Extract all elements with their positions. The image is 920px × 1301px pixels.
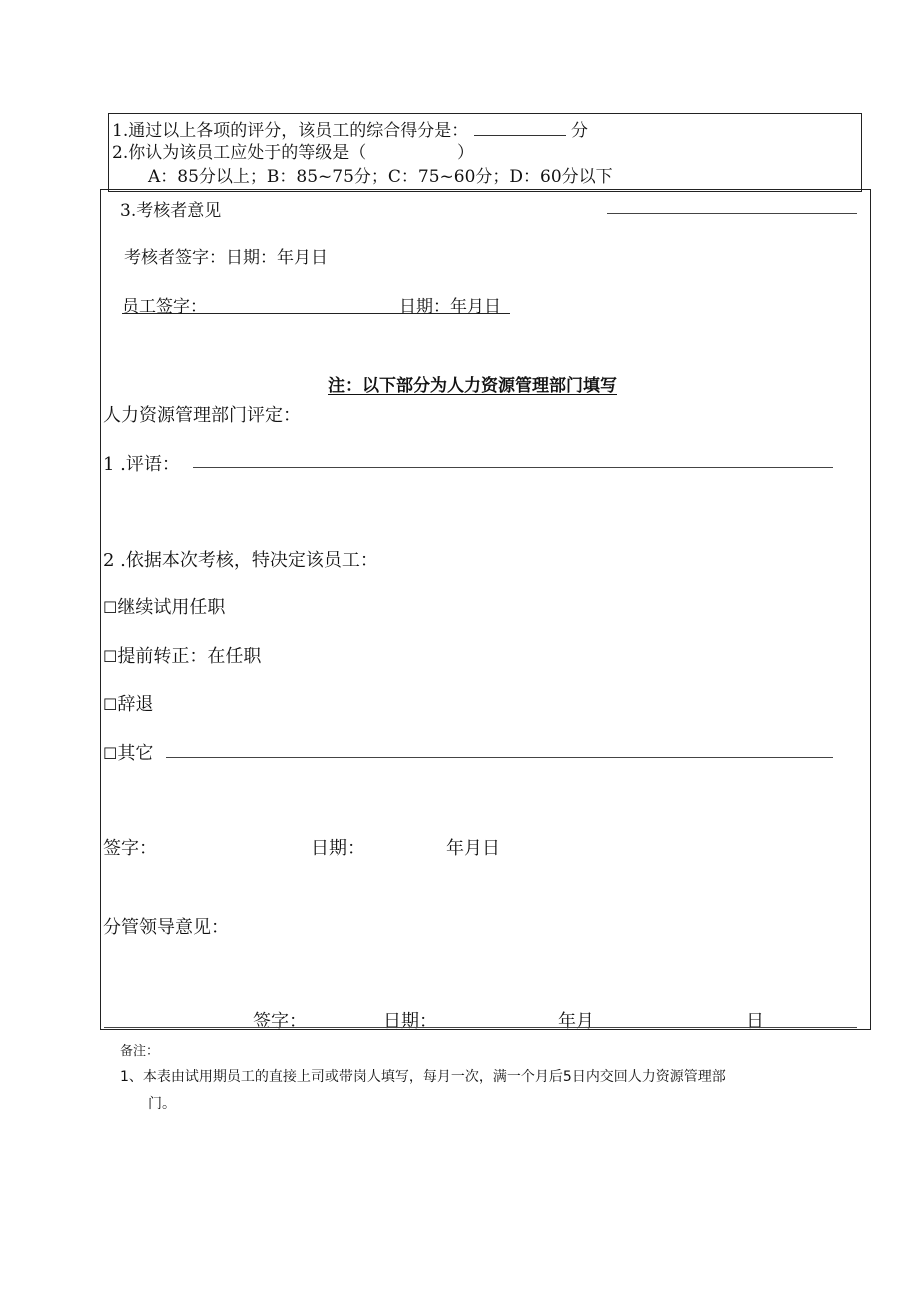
option-label: 继续试用任职 [117, 597, 226, 618]
score-question-label: 1.通过以上各项的评分，该员工的综合得分是： [112, 121, 469, 141]
grade-question-label: 2.你认为该员工应处于的等级是（ [112, 143, 367, 163]
leader-year-month: 年月 [558, 1011, 594, 1032]
hr-evaluation-label: 人力资源管理部门评定： [103, 405, 301, 426]
option-dismiss[interactable] [103, 690, 153, 716]
reviewer-opinion-label: 3.考核者意见 [120, 201, 222, 221]
grade-options: A：85分以上；B：85~75分；C：75~60分；D：60分以下 [148, 167, 613, 187]
score-unit: 分 [571, 121, 589, 141]
checkbox-icon[interactable]: ☐ [103, 598, 118, 617]
leader-sign-underline [104, 1027, 857, 1028]
remarks-title: 备注： [120, 1044, 160, 1059]
reviewer-opinion-line[interactable] [607, 213, 857, 214]
option-label: 辞退 [117, 694, 154, 715]
comment-label: 1 .评语： [103, 454, 180, 475]
hr-date-label: 日期： [311, 838, 365, 859]
leader-day: 日 [746, 1011, 764, 1032]
option-continue-probation[interactable] [103, 593, 225, 619]
option-label: 其它 [117, 743, 154, 764]
hr-ymd-label: 年月日 [446, 838, 500, 859]
reviewer-signature-line: 考核者签字：日期：年月日 [124, 248, 328, 268]
score-input[interactable] [474, 121, 566, 136]
option-early-regularization[interactable] [103, 642, 261, 668]
other-input-line[interactable] [166, 757, 833, 758]
grade-question [112, 138, 474, 163]
leader-date-label: 日期： [383, 1011, 437, 1032]
checkbox-icon[interactable]: ☐ [103, 647, 118, 666]
option-other[interactable] [103, 739, 153, 765]
hr-note-heading: 注：以下部分为人力资源管理部门填写 [328, 376, 617, 396]
remarks-item-1-cont: 门。 [148, 1096, 176, 1112]
leader-sign-label: 签字： [253, 1011, 307, 1032]
remarks-item-1: 1、本表由试用期员工的直接上司或带岗人填写，每月一次，满一个月后5日内交回人力资源管理部 [120, 1069, 726, 1085]
option-label: 提前转正：在任职 [117, 646, 262, 667]
leader-opinion-label: 分管领导意见： [103, 917, 229, 938]
hr-sign-label: 签字： [103, 838, 157, 859]
comment-input-line[interactable] [193, 467, 833, 468]
employee-date-label: 日期：年月日 [399, 297, 501, 317]
employee-sign-row [122, 292, 510, 317]
checkbox-icon[interactable]: ☐ [103, 744, 118, 763]
grade-close-paren: ） [457, 143, 475, 163]
checkbox-icon[interactable]: ☐ [103, 695, 118, 714]
employee-sign-label: 员工签字： [122, 297, 207, 317]
decision-label: 2 .依据本次考核，特决定该员工： [103, 550, 378, 571]
